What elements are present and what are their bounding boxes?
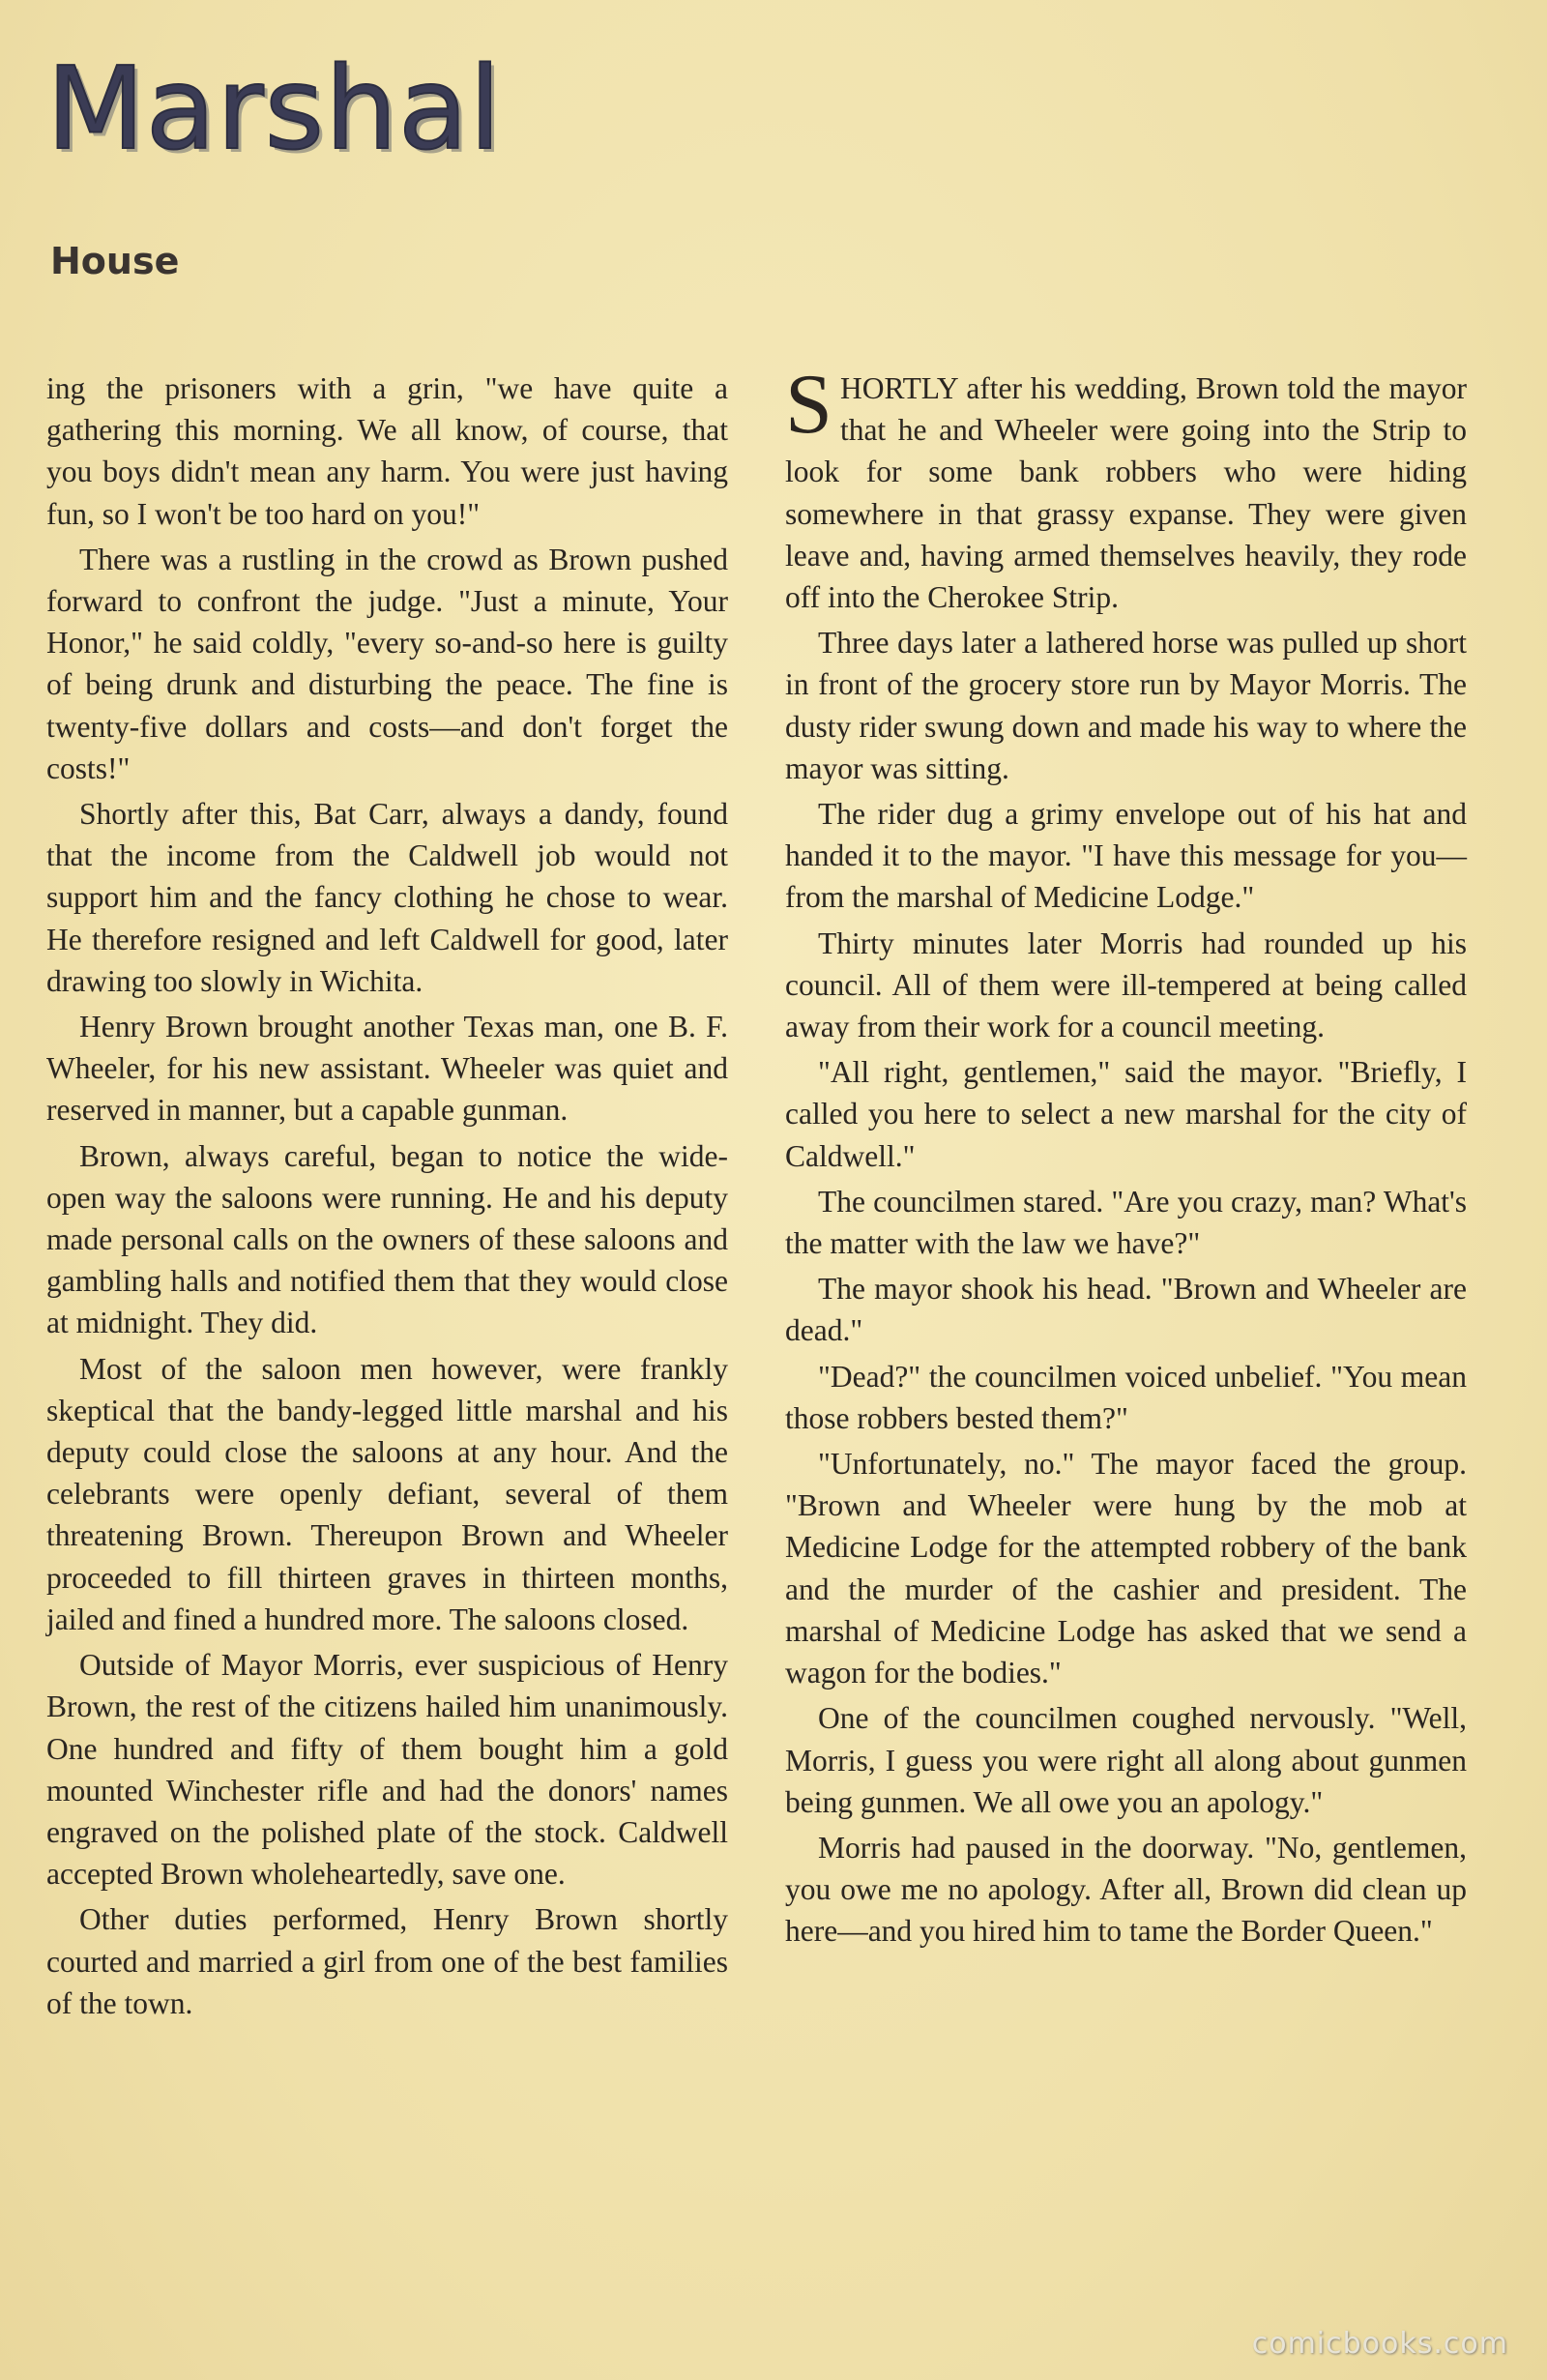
paragraph: The mayor shook his head. "Brown and Wheeler are dead." xyxy=(785,1272,1467,1348)
paragraph: There was a rustling in the crowd as Brown pushed forward to confront the judge. "Just a minute, Your Honor," he said coldly, "every so-and-so here is guilty of being drunk and disturbing the peace. The fine is twenty-five dollars and costs—and don't forget the costs!" xyxy=(46,542,728,785)
paragraph: The councilmen stared. "Are you crazy, man? What's the matter with the law we have?" xyxy=(785,1184,1467,1261)
drop-cap: S xyxy=(785,358,832,452)
paragraph: Outside of Mayor Morris, ever suspicious of Henry Brown, the rest of the citizens hailed him unanimously. One hundred and fifty of them bought him a gold mounted Winchester rifle and had the donors' names engraved on the polished plate of the stock. Caldwell accepted Brown wholeheartedly, save one. xyxy=(46,1648,728,1892)
paragraph: Morris had paused in the doorway. "No, gentlemen, you owe me no apology. After all, Brown did clean up here—and you hired him to tame the Border Queen." xyxy=(785,1830,1467,1949)
paragraph: "All right, gentlemen," said the mayor. "Briefly, I called you here to select a new marshal for the city of Caldwell." xyxy=(785,1055,1467,1173)
opening-text: HORTLY after his wedding, Brown told the mayor that he and Wheeler were going into the Strip to look for some bank robbers who were hiding somewhere in that grassy expanse. They were given leave and, having armed themselves heavily, they rode off into the Cherokee Strip. xyxy=(785,371,1467,615)
paragraph: Thirty minutes later Morris had rounded up his council. All of them were ill-tempered at being called away from their work for a council meeting. xyxy=(785,926,1467,1044)
paragraph: "Dead?" the councilmen voiced unbelief. "You mean those robbers bested them?" xyxy=(785,1359,1467,1435)
opening-paragraph xyxy=(785,358,1467,618)
paragraph: One of the councilmen coughed nervously. "Well, Morris, I guess you were right all along about gunmen being gunmen. We all owe you an apology." xyxy=(785,1701,1467,1819)
watermark: comicbooks.com xyxy=(1251,2327,1508,2361)
paragraph: Other duties performed, Henry Brown shortly courted and married a girl from one of the best families of the town. xyxy=(46,1902,728,2020)
left-text-column xyxy=(46,367,728,2028)
paragraph: Three days later a lathered horse was pulled up short in front of the grocery store run by Mayor Morris. The dusty rider swung down and made his way to where the mayor was sitting. xyxy=(785,626,1467,785)
paragraph: "Unfortunately, no." The mayor faced the group. "Brown and Wheeler were hung by the mob at Medicine Lodge for the attempted robbery of the bank and the murder of the cashier and president. The marshal of Medicine Lodge has asked that we send a wagon for the bodies." xyxy=(785,1447,1467,1690)
page-subtitle: House xyxy=(50,240,180,282)
right-text-column xyxy=(785,358,1467,1956)
paragraph: The rider dug a grimy envelope out of his hat and handed it to the mayor. "I have this message for you—from the marshal of Medicine Lodge." xyxy=(785,797,1467,915)
paragraph: ing the prisoners with a grin, "we have quite a gathering this morning. We all know, of course, that you boys didn't mean any harm. You were just having fun, so I won't be too hard on you!" xyxy=(46,371,728,531)
paragraph: Shortly after this, Bat Carr, always a dandy, found that the income from the Caldwell job would not support him and the fancy clothing he chose to wear. He therefore resigned and left Caldwell for good, later drawing too slowly in Wichita. xyxy=(46,797,728,998)
paragraph: Most of the saloon men however, were frankly skeptical that the bandy-legged little marshal and his deputy could close the saloons at any hour. And the celebrants were openly defiant, several of them threatening Brown. Thereupon Brown and Wheeler proceeded to fill thirteen graves in thirteen months, jailed and fined a hundred more. The saloons closed. xyxy=(46,1351,728,1636)
paragraph: Henry Brown brought another Texas man, one B. F. Wheeler, for his new assistant. Wheeler was quiet and reserved in manner, but a capable gunman. xyxy=(46,1010,728,1128)
paragraph: Brown, always careful, began to notice the wide-open way the saloons were running. He and his deputy made personal calls on the owners of these saloons and gambling halls and notified them that they would close at midnight. They did. xyxy=(46,1138,728,1340)
page-title: Marshal xyxy=(46,42,502,175)
